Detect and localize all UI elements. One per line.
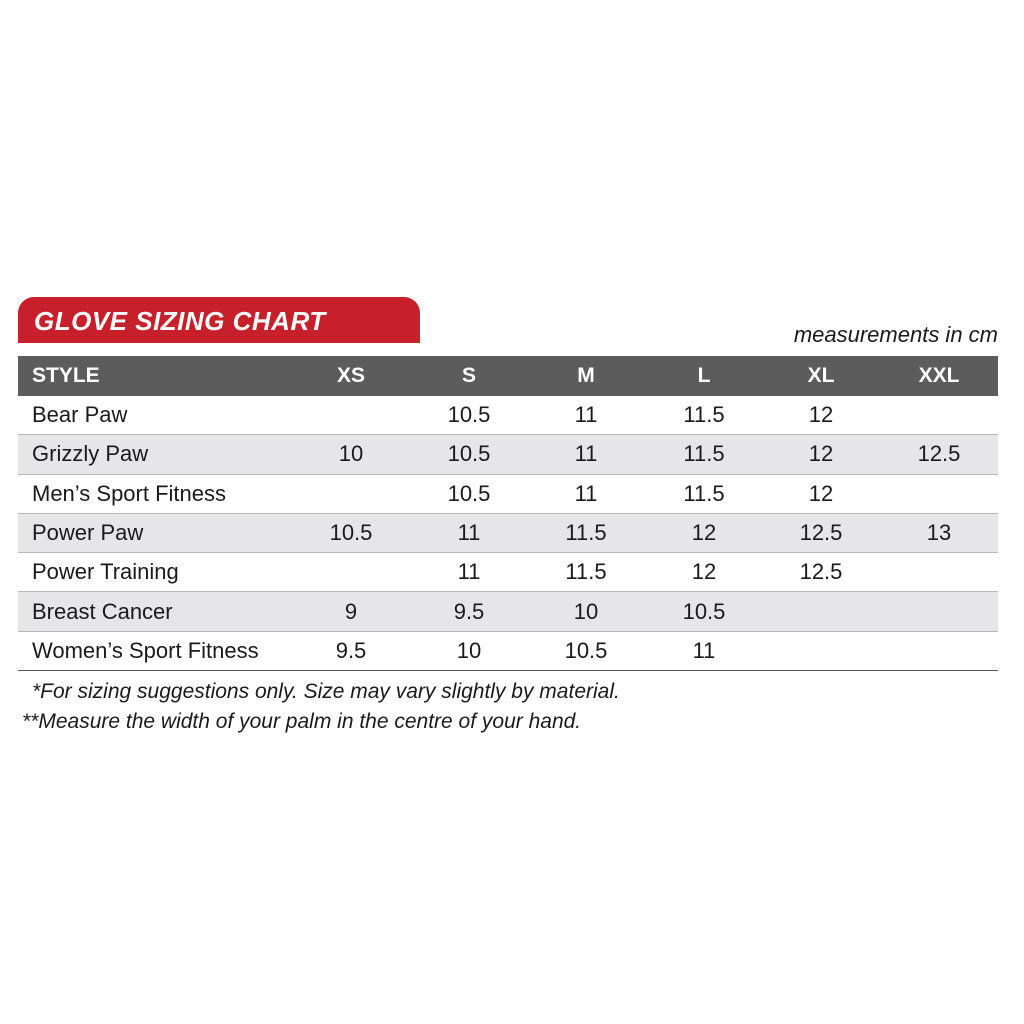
units-note: measurements in cm	[793, 322, 998, 347]
size-value-cell	[899, 632, 979, 670]
size-value-cell: 11.5	[565, 520, 607, 546]
size-value-cell: 10.5	[447, 441, 491, 467]
size-value-cell	[311, 553, 391, 591]
size-value-cell	[899, 396, 979, 434]
table-header-row	[18, 356, 998, 396]
style-name-cell: Grizzly Paw	[32, 441, 149, 467]
size-value-cell	[899, 553, 979, 591]
style-name-cell: Breast Cancer	[32, 598, 173, 624]
size-value-cell: 12	[808, 402, 834, 428]
size-value-cell: 13	[926, 520, 952, 546]
size-value-cell: 12.5	[917, 441, 961, 467]
size-value-cell: 11.5	[683, 441, 725, 467]
size-value-cell: 12.5	[799, 520, 843, 546]
size-value-cell: 11	[574, 441, 598, 467]
style-name-cell: Power Training	[32, 559, 179, 585]
footnote-2: **Measure the width of your palm in the centre of your hand.	[22, 710, 582, 733]
header-cell-style: STYLE	[32, 364, 100, 387]
header-cell-size: XXL	[918, 364, 960, 387]
style-name-cell: Power Paw	[32, 520, 144, 546]
table-row	[18, 396, 998, 435]
size-value-cell: 10	[338, 441, 364, 467]
size-value-cell: 11	[457, 559, 481, 585]
size-value-cell: 10.5	[682, 598, 726, 624]
header-cell-size: XL	[807, 364, 835, 387]
table-row	[18, 435, 998, 474]
size-value-cell: 11	[692, 637, 716, 663]
table-row	[18, 553, 998, 592]
table-row	[18, 514, 998, 553]
size-value-cell: 12	[691, 559, 717, 585]
header-cell-size: S	[461, 364, 476, 387]
style-name-cell: Women’s Sport Fitness	[32, 637, 259, 663]
style-name-cell: Men’s Sport Fitness	[32, 480, 227, 506]
footnote-1: *For sizing suggestions only. Size may vary slightly by material.	[32, 680, 620, 703]
size-value-cell: 12	[808, 441, 834, 467]
size-value-cell: 11	[574, 402, 598, 428]
sizing-table	[18, 356, 998, 671]
size-value-cell	[899, 475, 979, 513]
size-value-cell: 10.5	[447, 480, 491, 506]
table-row	[18, 632, 998, 671]
size-value-cell: 12	[808, 480, 834, 506]
size-value-cell	[781, 592, 861, 630]
size-value-cell: 11	[574, 480, 598, 506]
size-value-cell: 10	[573, 598, 599, 624]
header-cell-size: L	[697, 364, 711, 387]
size-value-cell: 10.5	[329, 520, 373, 546]
size-value-cell	[899, 592, 979, 630]
size-value-cell: 11.5	[565, 559, 607, 585]
header-cell-size: M	[577, 364, 595, 387]
chart-title-tab	[18, 297, 420, 343]
size-value-cell	[311, 396, 391, 434]
header-cell-size: XS	[336, 364, 365, 387]
size-value-cell: 9.5	[335, 637, 367, 663]
table-row	[18, 475, 998, 514]
size-value-cell: 10.5	[564, 637, 608, 663]
size-value-cell: 10.5	[447, 402, 491, 428]
size-value-cell	[311, 475, 391, 513]
size-value-cell: 11.5	[683, 480, 725, 506]
size-value-cell: 10	[456, 637, 482, 663]
size-value-cell: 12.5	[799, 559, 843, 585]
size-value-cell	[781, 632, 861, 670]
size-value-cell: 12	[691, 520, 717, 546]
size-value-cell: 9.5	[453, 598, 485, 624]
size-value-cell: 9	[344, 598, 358, 624]
size-value-cell: 11.5	[683, 402, 725, 428]
size-value-cell: 11	[457, 520, 481, 546]
chart-title: GLOVE SIZING CHART	[34, 306, 326, 336]
table-row	[18, 592, 998, 631]
style-name-cell: Bear Paw	[32, 402, 128, 428]
